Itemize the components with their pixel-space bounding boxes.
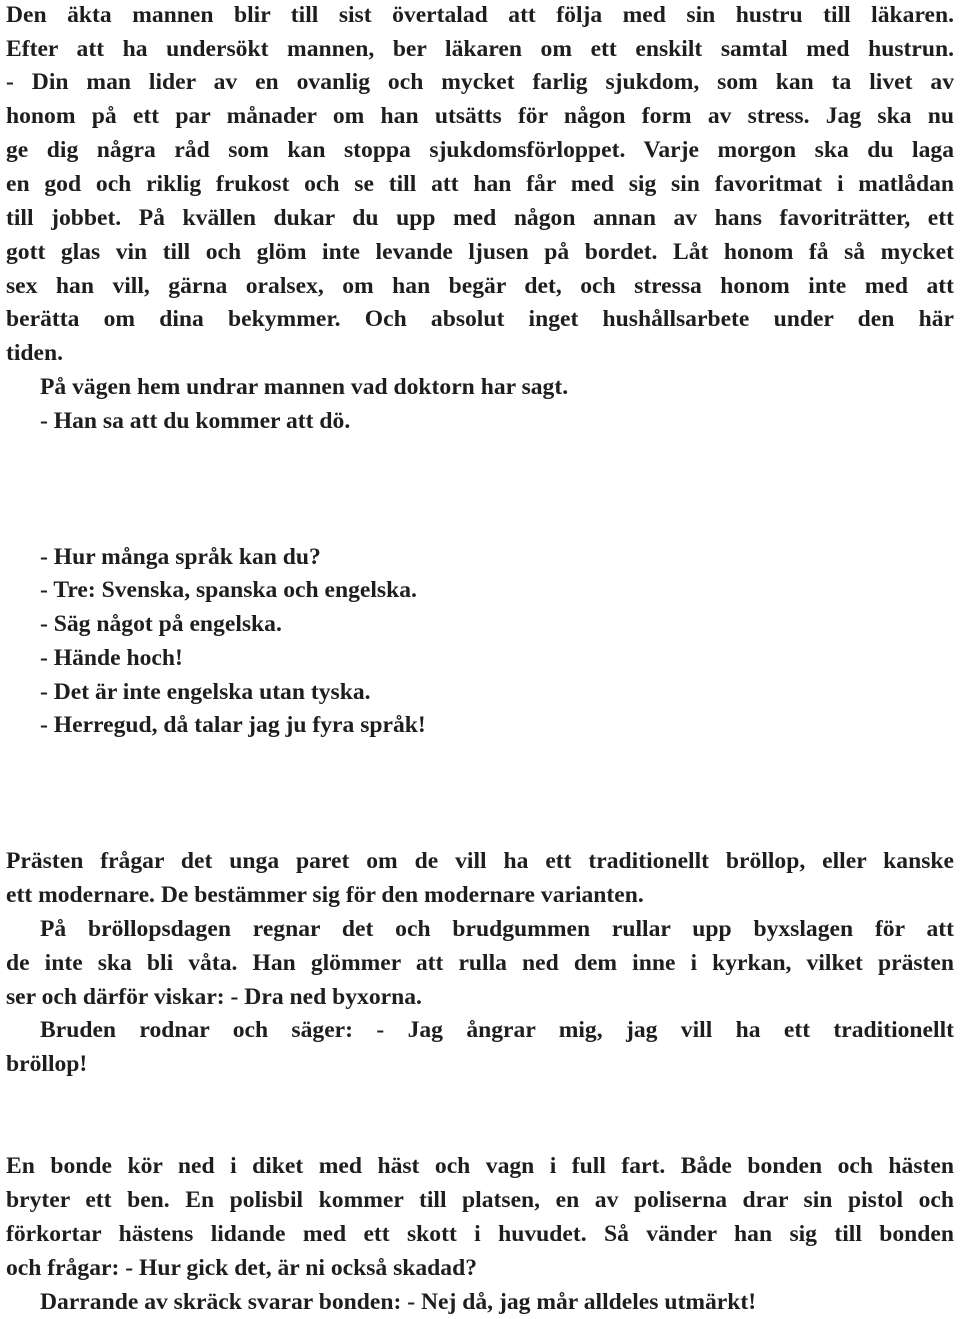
text-line: - Säg något på engelska. <box>40 611 282 637</box>
text-line: tiden. <box>6 340 64 366</box>
text-line: - Herregud, då talar jag ju fyra språk! <box>40 712 426 738</box>
text-line: honom på ett par månader om han utsätts för någon form av stress. Jag ska nu <box>6 103 954 129</box>
text-line: och frågar: - Hur gick det, är ni också skadad? <box>6 1255 478 1281</box>
text-line: bröllop! <box>6 1051 88 1077</box>
text-line: - Din man lider av en ovanlig och mycket farlig sjukdom, som kan ta livet av <box>6 69 954 95</box>
text-line: Prästen frågar det unga paret om de vill ha ett traditionellt bröllop, eller kanske <box>6 848 954 874</box>
text-line: en god och riklig frukost och se till att han får med sig sin favoritmat i matlådan <box>6 171 954 197</box>
text-line: Den äkta mannen blir till sist övertalad att följa med sin hustru till läkaren. <box>6 2 954 28</box>
text-line: sex han vill, gärna oralsex, om han begär det, och stressa honom inte med att <box>6 273 954 299</box>
text-line: bryter ett ben. En polisbil kommer till platsen, en av poliserna drar sin pistol och <box>6 1187 954 1213</box>
text-line: de inte ska bli våta. Han glömmer att rulla ned dem inne i kyrkan, vilket prästen <box>6 950 954 976</box>
text-line: - Tre: Svenska, spanska och engelska. <box>40 577 417 603</box>
text-line: ge dig några råd som kan stoppa sjukdomsförloppet. Varje morgon ska du laga <box>6 137 954 163</box>
text-line: ser och därför viskar: - Dra ned byxorna. <box>6 984 422 1010</box>
text-line: berätta om dina bekymmer. Och absolut inget hushållsarbete under den här <box>6 306 954 332</box>
text-line: gott glas vin till och glöm inte levande ljusen på bordet. Låt honom få så mycket <box>6 239 954 265</box>
text-line: - Han sa att du kommer att dö. <box>40 408 351 434</box>
text-line: förkortar hästens lidande med ett skott i huvudet. Så vänder han sig till bonden <box>6 1221 954 1247</box>
text-line: - Hände hoch! <box>40 645 183 671</box>
text-line: Darrande av skräck svarar bonden: - Nej då, jag mår alldeles utmärkt! <box>40 1289 757 1315</box>
text-line: ett modernare. De bestämmer sig för den modernare varianten. <box>6 882 644 908</box>
text-line: På bröllopsdagen regnar det och brudgummen rullar upp byxslagen för att <box>40 916 954 942</box>
text-line: Efter att ha undersökt mannen, ber läkaren om ett enskilt samtal med hustrun. <box>6 36 954 62</box>
text-line: På vägen hem undrar mannen vad doktorn har sagt. <box>40 374 569 400</box>
text-line: till jobbet. På kvällen dukar du upp med någon annan av hans favoriträtter, ett <box>6 205 954 231</box>
text-line: Bruden rodnar och säger: - Jag ångrar mig, jag vill ha ett traditionellt <box>40 1017 954 1043</box>
text-line: - Hur många språk kan du? <box>40 544 321 570</box>
text-line: - Det är inte engelska utan tyska. <box>40 679 371 705</box>
text-line: En bonde kör ned i diket med häst och vagn i full fart. Både bonden och hästen <box>6 1153 954 1179</box>
